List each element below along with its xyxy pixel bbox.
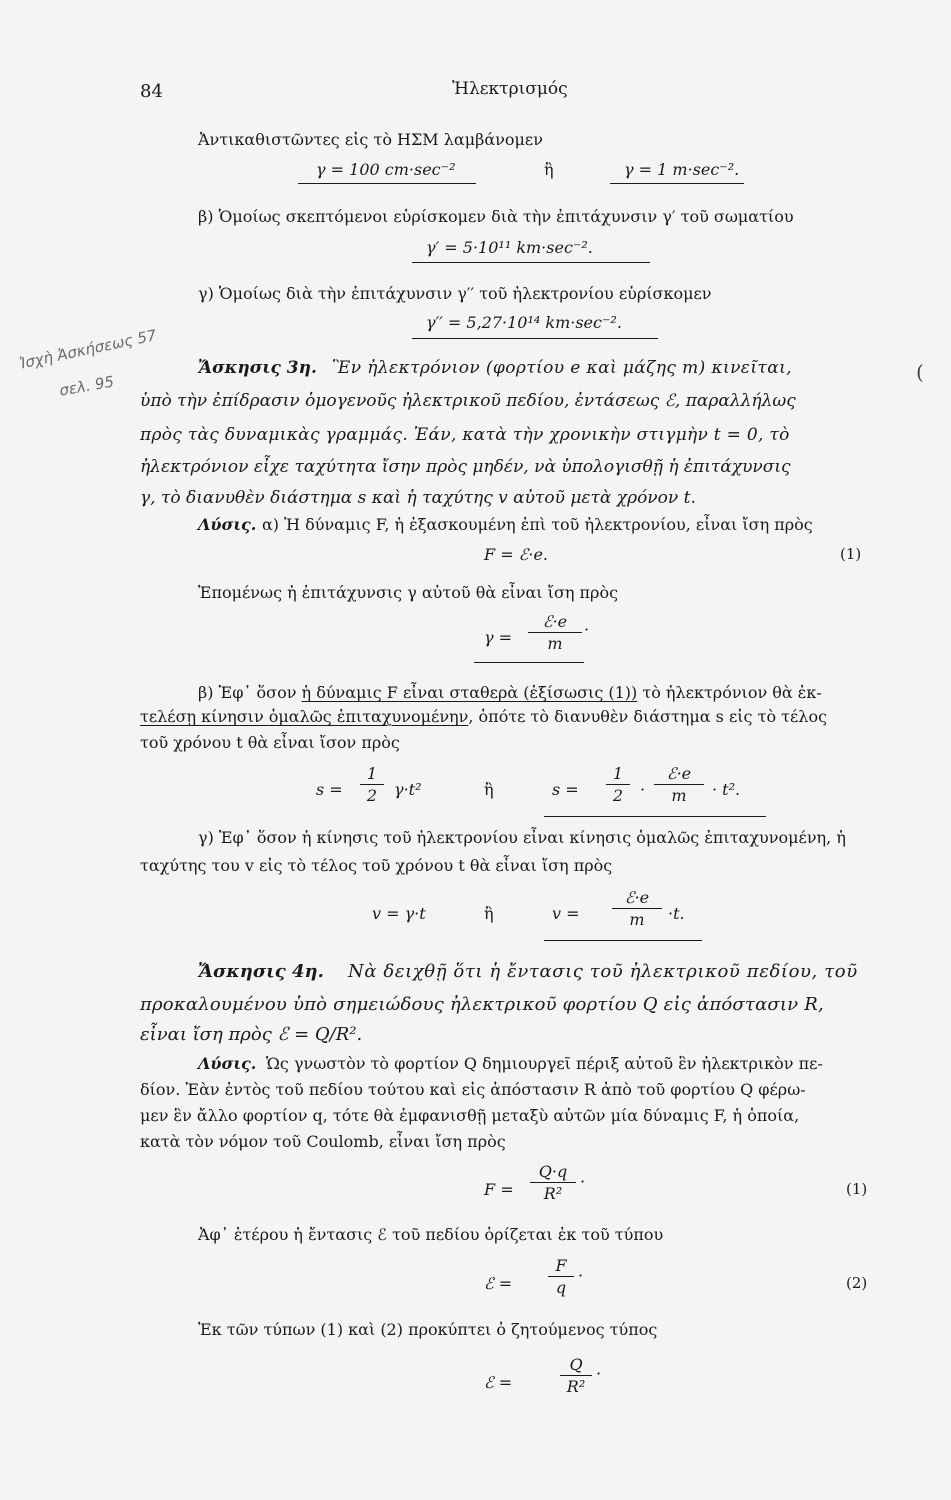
text-line: Ἐκ τῶν τύπων (1) καὶ (2) προκύπτει ὁ ζητούμενος τύπος — [198, 1320, 658, 1339]
equation-lhs: ℰ = — [484, 1274, 513, 1293]
fraction-numerator: F — [548, 1256, 574, 1277]
equation: γ′ = 5·10¹¹ km·sec⁻². — [426, 238, 593, 257]
text-span: , ὁπότε τὸ διανυθὲν διάστημα s εἰς τὸ τέλος — [468, 707, 828, 726]
fraction-numerator: Q — [560, 1355, 592, 1376]
fraction — [560, 1355, 592, 1396]
equation-number: (1) — [840, 545, 862, 563]
equation: F = ℰ·e. — [484, 545, 549, 564]
equation-rhs: γ·t² — [394, 780, 422, 799]
text-span: β) Ἐφ᾽ ὅσον — [198, 683, 302, 702]
text-line: ταχύτης του v εἰς τὸ τέλος τοῦ χρόνου t θὰ εἶναι ἴση πρὸς — [140, 856, 613, 875]
underline — [474, 662, 584, 663]
equation-dot: · — [580, 1172, 586, 1191]
equation-dot: · — [584, 620, 590, 639]
exercise-text: Νὰ δειχθῇ ὅτι ἡ ἔντασις τοῦ ἠλεκτρικοῦ πεδίου, τοῦ — [348, 961, 858, 982]
text-line: γ) Ὁμοίως διὰ τὴν ἐπιτάχυνσιν γ′′ τοῦ ἠλεκτρονίου εὑρίσκομεν — [198, 284, 712, 303]
underlined-text: ἡ δύναμις F εἶναι σταθερὰ (ἐξίσωσις (1)) — [301, 683, 638, 702]
fraction-numerator: ℰ·e — [528, 612, 582, 633]
exercise-text: ὑπὸ τὴν ἐπίδρασιν ὁμογενοῦς ἠλεκτρικοῦ πεδίου, ἐντάσεως ℰ, παραλλήλως — [140, 391, 796, 411]
fraction — [654, 764, 704, 805]
fraction — [528, 612, 582, 653]
text-line: β) Ὁμοίως σκεπτόμενοι εὑρίσκομεν διὰ τὴν ἐπιτάχυνσιν γ′ τοῦ σωματίου — [198, 207, 794, 226]
equation-dot: · — [578, 1266, 584, 1285]
text-span: τὸ ἠλεκτρόνιον θὰ ἐκ- — [637, 683, 822, 702]
underlined-text: τελέσῃ κίνησιν ὁμαλῶς ἐπιταχυνομένην — [140, 707, 469, 726]
fraction-numerator: Q·q — [530, 1162, 576, 1183]
equation-rhs: ·t. — [668, 904, 685, 923]
text-line — [140, 707, 827, 727]
conjunction-text: ἢ — [544, 160, 554, 179]
solution-label: Λύσις. — [198, 515, 257, 534]
exercise-text: προκαλουμένου ὑπὸ σημειώδους ἠλεκτρικοῦ φορτίου Q εἰς ἀπόστασιν R, — [140, 994, 824, 1015]
text-line: α) Ἡ δύναμις F, ἡ ἐξασκουμένη ἐπὶ τοῦ ἠλεκτρονίου, εἶναι ἴση πρὸς — [262, 515, 813, 534]
fraction — [612, 888, 662, 929]
equation-number: (1) — [846, 1180, 868, 1198]
equation-dot: · — [640, 780, 646, 799]
margin-bracket: ( — [916, 360, 924, 384]
fraction-numerator: 1 — [360, 764, 384, 785]
solution-label: Λύσις. — [198, 1054, 257, 1073]
text-line: Ἀντικαθιστῶντες εἰς τὸ ΗΣΜ λαμβάνομεν — [198, 130, 543, 149]
exercise-text: εἶναι ἴση πρὸς ℰ = Q/R². — [140, 1024, 363, 1045]
text-line — [198, 683, 822, 703]
equation-lhs: s = — [316, 780, 343, 799]
conjunction-text: ἢ — [484, 904, 494, 923]
fraction-denominator: R² — [543, 1184, 563, 1203]
fraction — [360, 764, 384, 805]
exercise-title-label: Ἄσκησις 4η. — [198, 961, 324, 982]
conjunction-text: ἢ — [484, 780, 494, 799]
fraction-denominator: 2 — [366, 786, 378, 805]
fraction — [530, 1162, 576, 1203]
fraction-denominator: R² — [566, 1377, 586, 1396]
exercise-text: Ἓν ἠλεκτρόνιον (φορτίου e καὶ μάζης m) κινεῖται, — [332, 358, 792, 378]
exercise-title-label: Ἄσκησις 3η. — [198, 358, 317, 378]
equation: γ = 100 cm·sec⁻² — [316, 160, 456, 179]
text-line: Ἑπομένως ἡ ἐπιτάχυνσις γ αὐτοῦ θὰ εἶναι ἴση πρὸς — [198, 583, 619, 602]
equation-number: (2) — [846, 1274, 868, 1292]
fraction-denominator: m — [671, 786, 687, 805]
underline — [412, 262, 650, 263]
text-line: δίον. Ἐὰν ἐντὸς τοῦ πεδίου τούτου καὶ εἰς ἀπόστασιν R ἀπὸ τοῦ φορτίου Q φέρω- — [140, 1080, 806, 1099]
underline — [298, 183, 476, 184]
equation: γ = 1 m·sec⁻². — [624, 160, 740, 179]
fraction-numerator: ℰ·e — [654, 764, 704, 785]
equation-lhs: v = — [552, 904, 580, 923]
equation-lhs: F = — [484, 1180, 514, 1199]
underline — [544, 940, 702, 941]
handwritten-margin-note: σελ. 95 — [58, 372, 116, 400]
text-line: γ) Ἐφ᾽ ὅσον ἡ κίνησις τοῦ ἠλεκτρονίου εἶναι κίνησις ὁμαλῶς ἐπιταχυνομένη, ἡ — [198, 828, 846, 847]
text-line: Ὡς γνωστὸν τὸ φορτίον Q δημιουργεῖ πέριξ αὐτοῦ ἓν ἠλεκτρικὸν πε- — [266, 1054, 823, 1073]
fraction-denominator: q — [555, 1278, 567, 1297]
equation-rhs: · t². — [712, 780, 741, 799]
text-line: κατὰ τὸν νόμον τοῦ Coulomb, εἶναι ἴση πρὸς — [140, 1132, 506, 1151]
fraction-numerator: ℰ·e — [612, 888, 662, 909]
exercise-title — [198, 962, 324, 982]
text-line: Ἀφ᾽ ἑτέρου ἡ ἔντασις ℰ τοῦ πεδίου ὁρίζεται ἐκ τοῦ τύπου — [198, 1225, 664, 1244]
equation: γ′′ = 5,27·10¹⁴ km·sec⁻². — [426, 313, 622, 332]
fraction-denominator: m — [547, 634, 563, 653]
equation-lhs: s = — [552, 780, 579, 799]
handwritten-margin-note: Ἰσχὴ Ἀσκήσεως 57 — [18, 326, 159, 373]
fraction — [606, 764, 630, 805]
text-line: μεν ἓν ἄλλο φορτίον q, τότε θὰ ἐμφανισθῇ μεταξὺ αὐτῶν μία δύναμις F, ἡ ὁποία, — [140, 1106, 800, 1125]
page-number: 84 — [140, 81, 163, 102]
running-title: Ἠλεκτρισμός — [452, 79, 568, 99]
underline — [610, 183, 744, 184]
exercise-text: ἠλεκτρόνιον εἶχε ταχύτητα ἴσην πρὸς μηδέν, νὰ ὑπολογισθῇ ἡ ἐπιτάχυνσις — [140, 457, 791, 477]
equation-dot: · — [596, 1364, 602, 1383]
fraction — [548, 1256, 574, 1297]
underline — [544, 816, 766, 817]
equation: v = γ·t — [372, 904, 426, 923]
fraction-denominator: 2 — [612, 786, 624, 805]
exercise-title — [198, 358, 317, 378]
exercise-text: γ, τὸ διανυθὲν διάστημα s καὶ ἡ ταχύτης v αὐτοῦ μετὰ χρόνον t. — [140, 488, 696, 508]
exercise-text: πρὸς τὰς δυναμικὰς γραμμάς. Ἐάν, κατὰ τὴν χρονικὴν στιγμὴν t = 0, τὸ — [140, 425, 790, 445]
fraction-denominator: m — [629, 910, 645, 929]
equation-lhs: ℰ = — [484, 1373, 513, 1392]
fraction-numerator: 1 — [606, 764, 630, 785]
text-line: τοῦ χρόνου t θὰ εἶναι ἴσον πρὸς — [140, 733, 400, 752]
equation-lhs: γ = — [484, 628, 513, 647]
underline — [412, 338, 658, 339]
